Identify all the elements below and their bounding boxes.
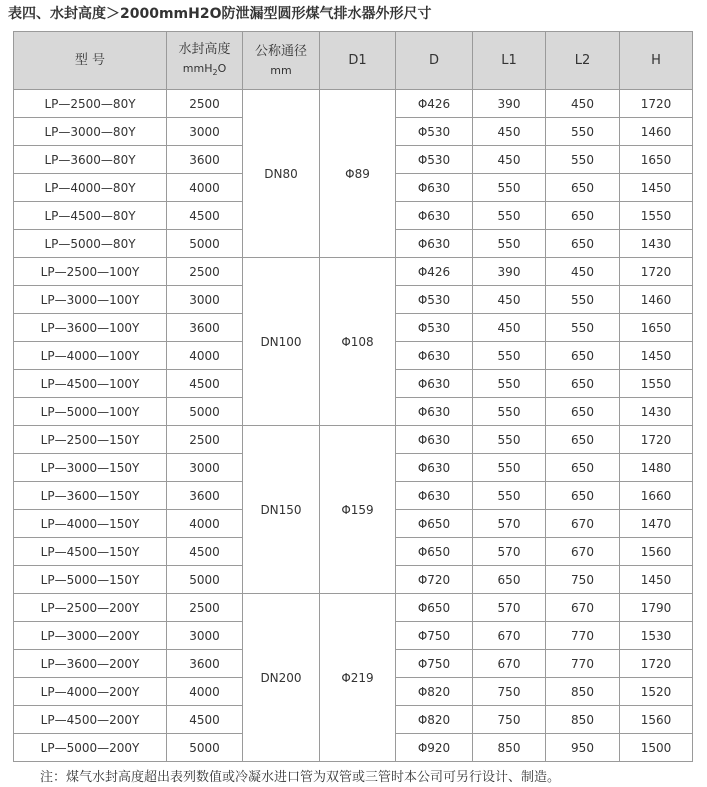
cell-l2: 650 xyxy=(546,482,620,510)
cell-seal-height: 4500 xyxy=(167,202,243,230)
cell-l2: 670 xyxy=(546,538,620,566)
header-l2: L2 xyxy=(546,32,620,90)
cell-l1: 670 xyxy=(473,622,546,650)
cell-model: LP—3600—100Y xyxy=(14,314,167,342)
cell-seal-height: 2500 xyxy=(167,594,243,622)
cell-l1: 450 xyxy=(473,146,546,174)
cell-d: Φ426 xyxy=(396,90,473,118)
cell-d: Φ530 xyxy=(396,146,473,174)
cell-seal-height: 5000 xyxy=(167,398,243,426)
cell-seal-height: 5000 xyxy=(167,566,243,594)
cell-seal-height: 4500 xyxy=(167,706,243,734)
cell-l2: 670 xyxy=(546,594,620,622)
cell-l2: 770 xyxy=(546,650,620,678)
cell-l2: 650 xyxy=(546,230,620,258)
cell-d: Φ650 xyxy=(396,594,473,622)
cell-l2: 550 xyxy=(546,314,620,342)
cell-l2: 550 xyxy=(546,146,620,174)
cell-l2: 650 xyxy=(546,454,620,482)
cell-l1: 450 xyxy=(473,118,546,146)
cell-l1: 550 xyxy=(473,174,546,202)
cell-h: 1450 xyxy=(620,566,693,594)
cell-model: LP—2500—150Y xyxy=(14,426,167,454)
cell-d: Φ530 xyxy=(396,286,473,314)
cell-l1: 550 xyxy=(473,370,546,398)
cell-nominal-bore: DN100 xyxy=(243,258,320,426)
cell-d: Φ750 xyxy=(396,622,473,650)
cell-d: Φ650 xyxy=(396,510,473,538)
header-seal-height: 水封高度 mmH$_2$O xyxy=(167,32,243,90)
cell-l2: 770 xyxy=(546,622,620,650)
cell-d: Φ630 xyxy=(396,370,473,398)
cell-model: LP—4500—200Y xyxy=(14,706,167,734)
cell-h: 1460 xyxy=(620,286,693,314)
cell-h: 1450 xyxy=(620,174,693,202)
cell-l2: 450 xyxy=(546,90,620,118)
cell-l2: 670 xyxy=(546,510,620,538)
cell-l1: 550 xyxy=(473,230,546,258)
cell-h: 1660 xyxy=(620,482,693,510)
cell-l2: 850 xyxy=(546,678,620,706)
cell-l1: 850 xyxy=(473,734,546,762)
cell-model: LP—2500—100Y xyxy=(14,258,167,286)
cell-l2: 450 xyxy=(546,258,620,286)
cell-model: LP—4500—100Y xyxy=(14,370,167,398)
cell-d: Φ630 xyxy=(396,398,473,426)
header-d1: D1 xyxy=(320,32,396,90)
cell-model: LP—3000—150Y xyxy=(14,454,167,482)
cell-l1: 550 xyxy=(473,342,546,370)
cell-l2: 650 xyxy=(546,426,620,454)
cell-l1: 570 xyxy=(473,538,546,566)
cell-h: 1790 xyxy=(620,594,693,622)
cell-l2: 650 xyxy=(546,398,620,426)
header-d: D xyxy=(396,32,473,90)
cell-model: LP—4000—200Y xyxy=(14,678,167,706)
cell-d1: Φ89 xyxy=(320,90,396,258)
cell-h: 1720 xyxy=(620,90,693,118)
cell-h: 1650 xyxy=(620,146,693,174)
dimensions-table xyxy=(13,31,693,762)
cell-h: 1500 xyxy=(620,734,693,762)
cell-l1: 450 xyxy=(473,286,546,314)
cell-model: LP—3000—100Y xyxy=(14,286,167,314)
cell-model: LP—4000—100Y xyxy=(14,342,167,370)
cell-seal-height: 4500 xyxy=(167,538,243,566)
cell-h: 1720 xyxy=(620,258,693,286)
cell-nominal-bore: DN150 xyxy=(243,426,320,594)
cell-h: 1650 xyxy=(620,314,693,342)
cell-l1: 550 xyxy=(473,454,546,482)
cell-h: 1720 xyxy=(620,426,693,454)
cell-d: Φ750 xyxy=(396,650,473,678)
table-row xyxy=(14,426,693,454)
cell-h: 1550 xyxy=(620,370,693,398)
cell-l1: 550 xyxy=(473,482,546,510)
cell-d: Φ530 xyxy=(396,314,473,342)
table-row xyxy=(14,90,693,118)
cell-model: LP—3600—150Y xyxy=(14,482,167,510)
cell-h: 1430 xyxy=(620,398,693,426)
cell-seal-height: 3000 xyxy=(167,118,243,146)
cell-seal-height: 4500 xyxy=(167,370,243,398)
cell-d: Φ720 xyxy=(396,566,473,594)
cell-h: 1470 xyxy=(620,510,693,538)
cell-d: Φ820 xyxy=(396,706,473,734)
cell-l2: 650 xyxy=(546,342,620,370)
cell-l1: 750 xyxy=(473,678,546,706)
cell-h: 1520 xyxy=(620,678,693,706)
cell-seal-height: 2500 xyxy=(167,90,243,118)
cell-seal-height: 3000 xyxy=(167,454,243,482)
cell-l2: 650 xyxy=(546,174,620,202)
cell-model: LP—5000—100Y xyxy=(14,398,167,426)
cell-l1: 390 xyxy=(473,258,546,286)
cell-d: Φ820 xyxy=(396,678,473,706)
table-row xyxy=(14,258,693,286)
cell-l2: 950 xyxy=(546,734,620,762)
cell-l1: 570 xyxy=(473,594,546,622)
cell-l2: 550 xyxy=(546,118,620,146)
header-h: H xyxy=(620,32,693,90)
cell-seal-height: 3000 xyxy=(167,286,243,314)
footnote: 注：煤气水封高度超出表列数值或冷凝水进口管为双管或三管时本公司可另行设计、制造。 xyxy=(40,770,561,785)
cell-d: Φ630 xyxy=(396,174,473,202)
cell-h: 1720 xyxy=(620,650,693,678)
cell-d1: Φ159 xyxy=(320,426,396,594)
cell-model: LP—5000—150Y xyxy=(14,566,167,594)
cell-d: Φ530 xyxy=(396,118,473,146)
cell-model: LP—4000—80Y xyxy=(14,174,167,202)
cell-model: LP—3600—200Y xyxy=(14,650,167,678)
cell-seal-height: 4000 xyxy=(167,342,243,370)
cell-seal-height: 5000 xyxy=(167,734,243,762)
cell-h: 1550 xyxy=(620,202,693,230)
cell-model: LP—3000—200Y xyxy=(14,622,167,650)
cell-nominal-bore: DN80 xyxy=(243,90,320,258)
cell-h: 1480 xyxy=(620,454,693,482)
cell-l2: 850 xyxy=(546,706,620,734)
cell-l1: 570 xyxy=(473,510,546,538)
cell-model: LP—3600—80Y xyxy=(14,146,167,174)
cell-d: Φ630 xyxy=(396,482,473,510)
cell-l1: 750 xyxy=(473,706,546,734)
cell-model: LP—4500—150Y xyxy=(14,538,167,566)
cell-l1: 550 xyxy=(473,398,546,426)
header-model: 型 号 xyxy=(14,32,167,90)
cell-seal-height: 3000 xyxy=(167,622,243,650)
cell-model: LP—4500—80Y xyxy=(14,202,167,230)
cell-d: Φ650 xyxy=(396,538,473,566)
cell-seal-height: 4000 xyxy=(167,510,243,538)
cell-l1: 650 xyxy=(473,566,546,594)
cell-d: Φ630 xyxy=(396,230,473,258)
cell-seal-height: 3600 xyxy=(167,146,243,174)
cell-l1: 550 xyxy=(473,426,546,454)
cell-seal-height: 2500 xyxy=(167,258,243,286)
cell-d1: Φ219 xyxy=(320,594,396,762)
cell-h: 1450 xyxy=(620,342,693,370)
cell-l1: 550 xyxy=(473,202,546,230)
cell-h: 1560 xyxy=(620,706,693,734)
cell-d: Φ630 xyxy=(396,454,473,482)
cell-l2: 750 xyxy=(546,566,620,594)
cell-l1: 670 xyxy=(473,650,546,678)
cell-model: LP—3000—80Y xyxy=(14,118,167,146)
cell-l2: 550 xyxy=(546,286,620,314)
header-row xyxy=(14,32,693,90)
cell-seal-height: 3600 xyxy=(167,482,243,510)
cell-d: Φ630 xyxy=(396,202,473,230)
cell-model: LP—2500—200Y xyxy=(14,594,167,622)
header-l1: L1 xyxy=(473,32,546,90)
cell-seal-height: 3600 xyxy=(167,650,243,678)
cell-model: LP—4000—150Y xyxy=(14,510,167,538)
cell-seal-height: 2500 xyxy=(167,426,243,454)
cell-model: LP—5000—80Y xyxy=(14,230,167,258)
cell-l2: 650 xyxy=(546,202,620,230)
cell-model: LP—2500—80Y xyxy=(14,90,167,118)
cell-seal-height: 4000 xyxy=(167,174,243,202)
cell-d: Φ426 xyxy=(396,258,473,286)
cell-seal-height: 4000 xyxy=(167,678,243,706)
table-row xyxy=(14,594,693,622)
cell-d: Φ920 xyxy=(396,734,473,762)
cell-seal-height: 5000 xyxy=(167,230,243,258)
cell-l2: 650 xyxy=(546,370,620,398)
cell-h: 1560 xyxy=(620,538,693,566)
cell-h: 1530 xyxy=(620,622,693,650)
cell-d1: Φ108 xyxy=(320,258,396,426)
table-title: 表四、水封高度＞2000mmH2O防泄漏型圆形煤气排水器外形尺寸 xyxy=(8,6,432,22)
cell-h: 1460 xyxy=(620,118,693,146)
header-nominal-bore: 公称通径 mm xyxy=(243,32,320,90)
cell-l1: 450 xyxy=(473,314,546,342)
cell-d: Φ630 xyxy=(396,426,473,454)
cell-h: 1430 xyxy=(620,230,693,258)
cell-seal-height: 3600 xyxy=(167,314,243,342)
cell-model: LP—5000—200Y xyxy=(14,734,167,762)
cell-d: Φ630 xyxy=(396,342,473,370)
cell-nominal-bore: DN200 xyxy=(243,594,320,762)
cell-l1: 390 xyxy=(473,90,546,118)
